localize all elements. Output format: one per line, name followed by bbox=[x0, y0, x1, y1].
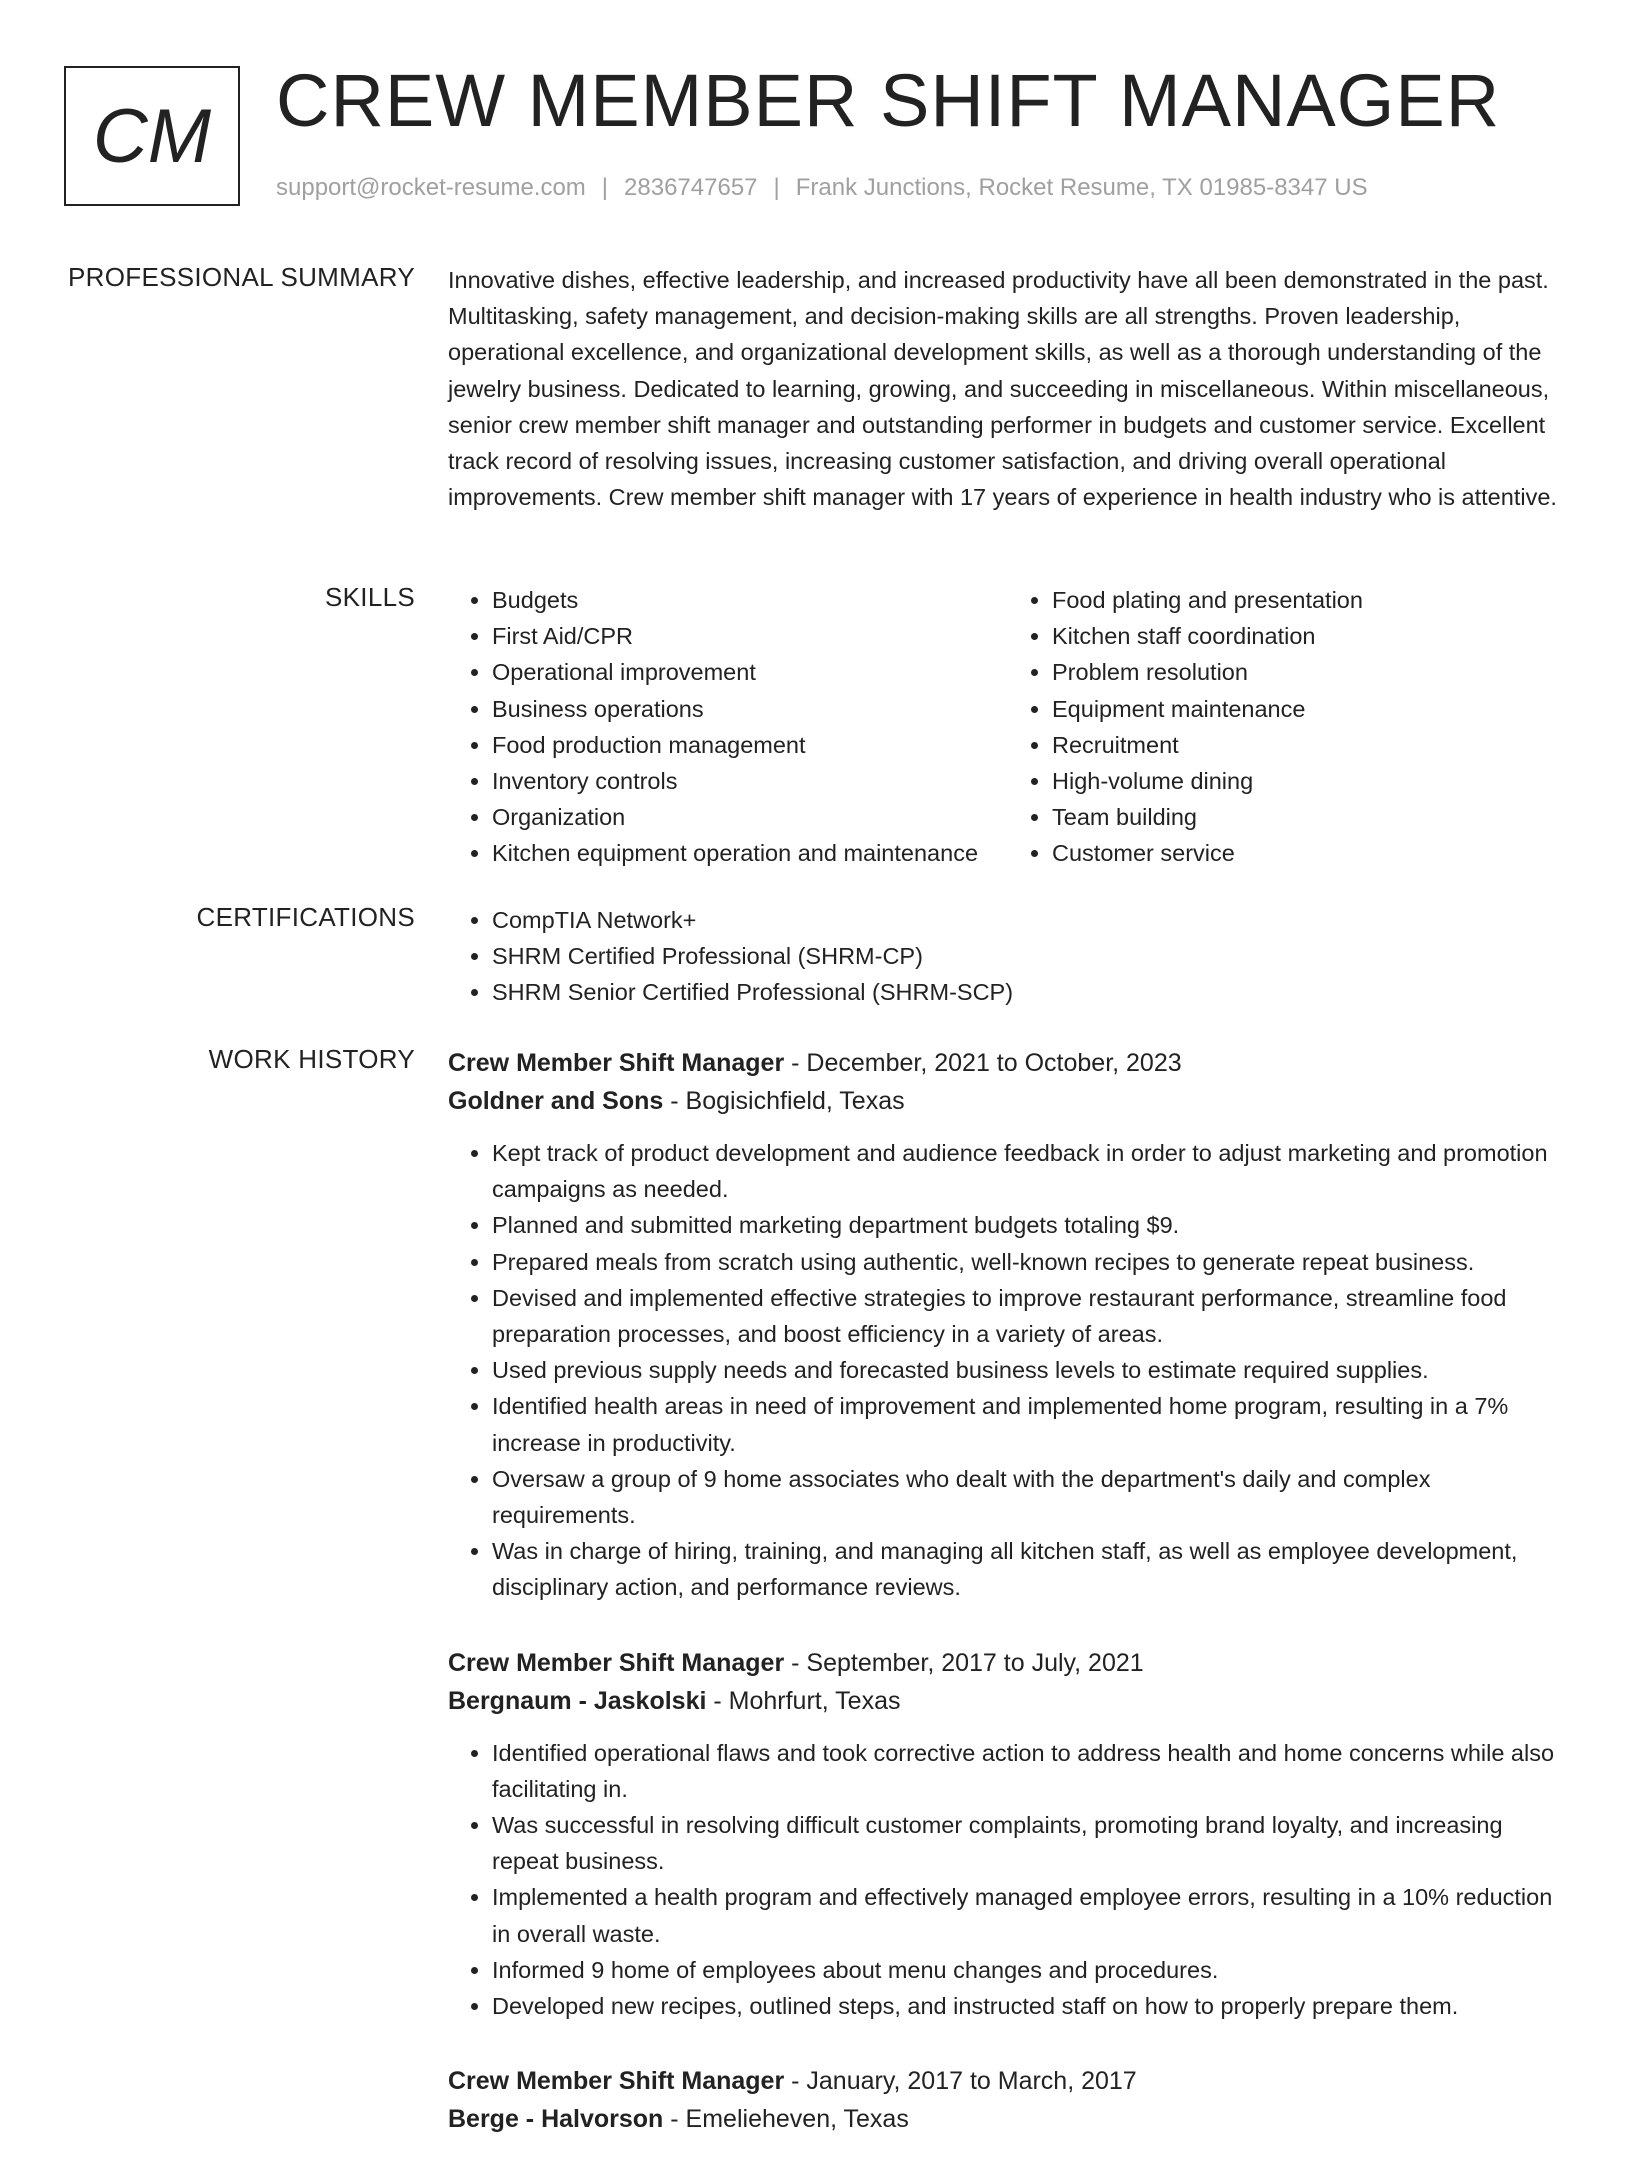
job-bullet: • Identified operational flaws and took corrective action to address health and home concerns while also facilitating in. bbox=[492, 1735, 1568, 1807]
job-header bbox=[448, 1644, 1568, 1682]
job-location: - Mohrfurt, Texas bbox=[706, 1686, 901, 1715]
job-bullet: • Oversaw a group of 9 home associates who dealt with the department's daily and complex requirements. bbox=[492, 1461, 1568, 1533]
skills-list-right bbox=[1008, 582, 1568, 872]
job-location: - Emelieheven, Texas bbox=[663, 2105, 909, 2134]
skill-item: • Recruitment bbox=[1052, 727, 1568, 763]
skills-list-left bbox=[448, 582, 1008, 872]
job-bullet: • Was successful in resolving difficult customer complaints, promoting brand loyalty, and increasing repeat business. bbox=[492, 1807, 1568, 1879]
job-bullet: • Was in charge of hiring, training, and managing all kitchen staff, as well as employee development, disciplinary action, and performance reviews. bbox=[492, 1533, 1568, 1605]
certifications-heading: CERTIFICATIONS bbox=[196, 902, 415, 932]
skill-item: • Problem resolution bbox=[1052, 654, 1568, 690]
job-role: Crew Member Shift Manager bbox=[448, 1049, 785, 1077]
job-bullet: • Kept track of product development and audience feedback in order to adjust marketing and promotion campaigns as needed. bbox=[492, 1135, 1568, 1207]
contact-email: support@rocket-resume.com bbox=[276, 174, 586, 201]
job-entry bbox=[448, 2062, 1568, 2139]
job-entry bbox=[448, 1644, 1568, 2025]
job-role: Crew Member Shift Manager bbox=[448, 1648, 785, 1677]
skill-item: • Food plating and presentation bbox=[1052, 582, 1568, 618]
job-role: Crew Member Shift Manager bbox=[448, 2067, 785, 2096]
job-bullet: • Devised and implemented effective strategies to improve restaurant performance, streamline food preparation processes, and boost efficiency in a variety of areas. bbox=[492, 1280, 1568, 1352]
job-bullet: • Informed 9 home of employees about menu changes and procedures. bbox=[492, 1952, 1568, 1988]
monogram-initials: CM bbox=[92, 93, 212, 179]
job-header bbox=[448, 2062, 1568, 2100]
job-company: Berge - Halvorson bbox=[448, 2105, 664, 2134]
resume-title: CREW MEMBER SHIFT MANAGER bbox=[276, 59, 1501, 142]
summary-text: Innovative dishes, effective leadership, and increased productivity have all been demonstrated in the past. Multitasking, safety management, and decision-making skills are all strengths. Proven leadership, operational excellence, and organizational development skills, as well as a thorough understanding of the jewelry business. Dedicated to learning, growing, and succeeding in miscellaneous. Within miscellaneous, senior crew member shift manager and outstanding performer in budgets and customer service. Excellent track record of resolving issues, increasing customer satisfaction, and driving overall operational improvements. Crew member shift manager with 17 years of experience in health industry who is attentive. bbox=[448, 267, 1557, 511]
skill-item: • Inventory controls bbox=[492, 763, 1008, 799]
job-bullet: • Prepared meals from scratch using authentic, well-known recipes to generate repeat business. bbox=[492, 1244, 1568, 1280]
job-company: Goldner and Sons bbox=[448, 1087, 664, 1115]
job-bullet: • Developed new recipes, outlined steps, and instructed staff on how to properly prepare them. bbox=[492, 1988, 1568, 2024]
contact-line bbox=[276, 174, 1368, 202]
job-bullets bbox=[448, 1135, 1568, 1606]
skill-item: • Budgets bbox=[492, 582, 1008, 618]
skill-item: • Business operations bbox=[492, 691, 1008, 727]
contact-address: Frank Junctions, Rocket Resume, TX 01985-8347 US bbox=[795, 174, 1368, 201]
contact-phone: 2836747657 bbox=[624, 174, 758, 201]
skill-item: • Team building bbox=[1052, 799, 1568, 835]
monogram-box bbox=[64, 66, 240, 206]
work-history-heading: WORK HISTORY bbox=[208, 1044, 415, 1074]
job-company: Bergnaum - Jaskolski bbox=[448, 1686, 707, 1715]
skill-item: • Customer service bbox=[1052, 835, 1568, 871]
job-company-line bbox=[448, 1082, 1568, 1121]
skills-heading: SKILLS bbox=[325, 582, 415, 612]
skill-item: • Equipment maintenance bbox=[1052, 691, 1568, 727]
contact-separator: | bbox=[601, 174, 609, 201]
job-dates: - September, 2017 to July, 2021 bbox=[784, 1648, 1144, 1677]
job-bullet: • Implemented a health program and effectively managed employee errors, resulting in a 10% reduction in overall waste. bbox=[492, 1879, 1568, 1951]
skill-item: • Food production management bbox=[492, 727, 1008, 763]
skill-item: • Kitchen staff coordination bbox=[1052, 618, 1568, 654]
job-bullet: • Used previous supply needs and forecasted business levels to estimate required supplies. bbox=[492, 1352, 1568, 1388]
certification-item: • CompTIA Network+ bbox=[492, 902, 1568, 938]
job-company-line bbox=[448, 2100, 1568, 2139]
skill-item: • Kitchen equipment operation and maintenance bbox=[492, 835, 1008, 871]
job-header bbox=[448, 1044, 1568, 1082]
job-company-line bbox=[448, 1682, 1568, 1721]
job-location: - Bogisichfield, Texas bbox=[663, 1087, 905, 1115]
certification-item: • SHRM Senior Certified Professional (SHRM-SCP) bbox=[492, 974, 1568, 1010]
skill-item: • First Aid/CPR bbox=[492, 618, 1008, 654]
job-dates: - December, 2021 to October, 2023 bbox=[784, 1049, 1182, 1077]
job-bullet: • Identified health areas in need of improvement and implemented home program, resulting in a 7% increase in productivity. bbox=[492, 1388, 1568, 1460]
job-dates: - January, 2017 to March, 2017 bbox=[784, 2067, 1137, 2096]
job-entry bbox=[448, 1044, 1568, 1606]
skill-item: • High-volume dining bbox=[1052, 763, 1568, 799]
certification-item: • SHRM Certified Professional (SHRM-CP) bbox=[492, 938, 1568, 974]
job-bullet: • Planned and submitted marketing department budgets totaling $9. bbox=[492, 1207, 1568, 1243]
contact-separator: | bbox=[773, 174, 780, 201]
summary-heading: PROFESSIONAL SUMMARY bbox=[68, 262, 415, 292]
certifications-list bbox=[448, 902, 1568, 1011]
skill-item: • Operational improvement bbox=[492, 654, 1008, 690]
skill-item: • Organization bbox=[492, 799, 1008, 835]
job-bullets bbox=[448, 1735, 1568, 2025]
